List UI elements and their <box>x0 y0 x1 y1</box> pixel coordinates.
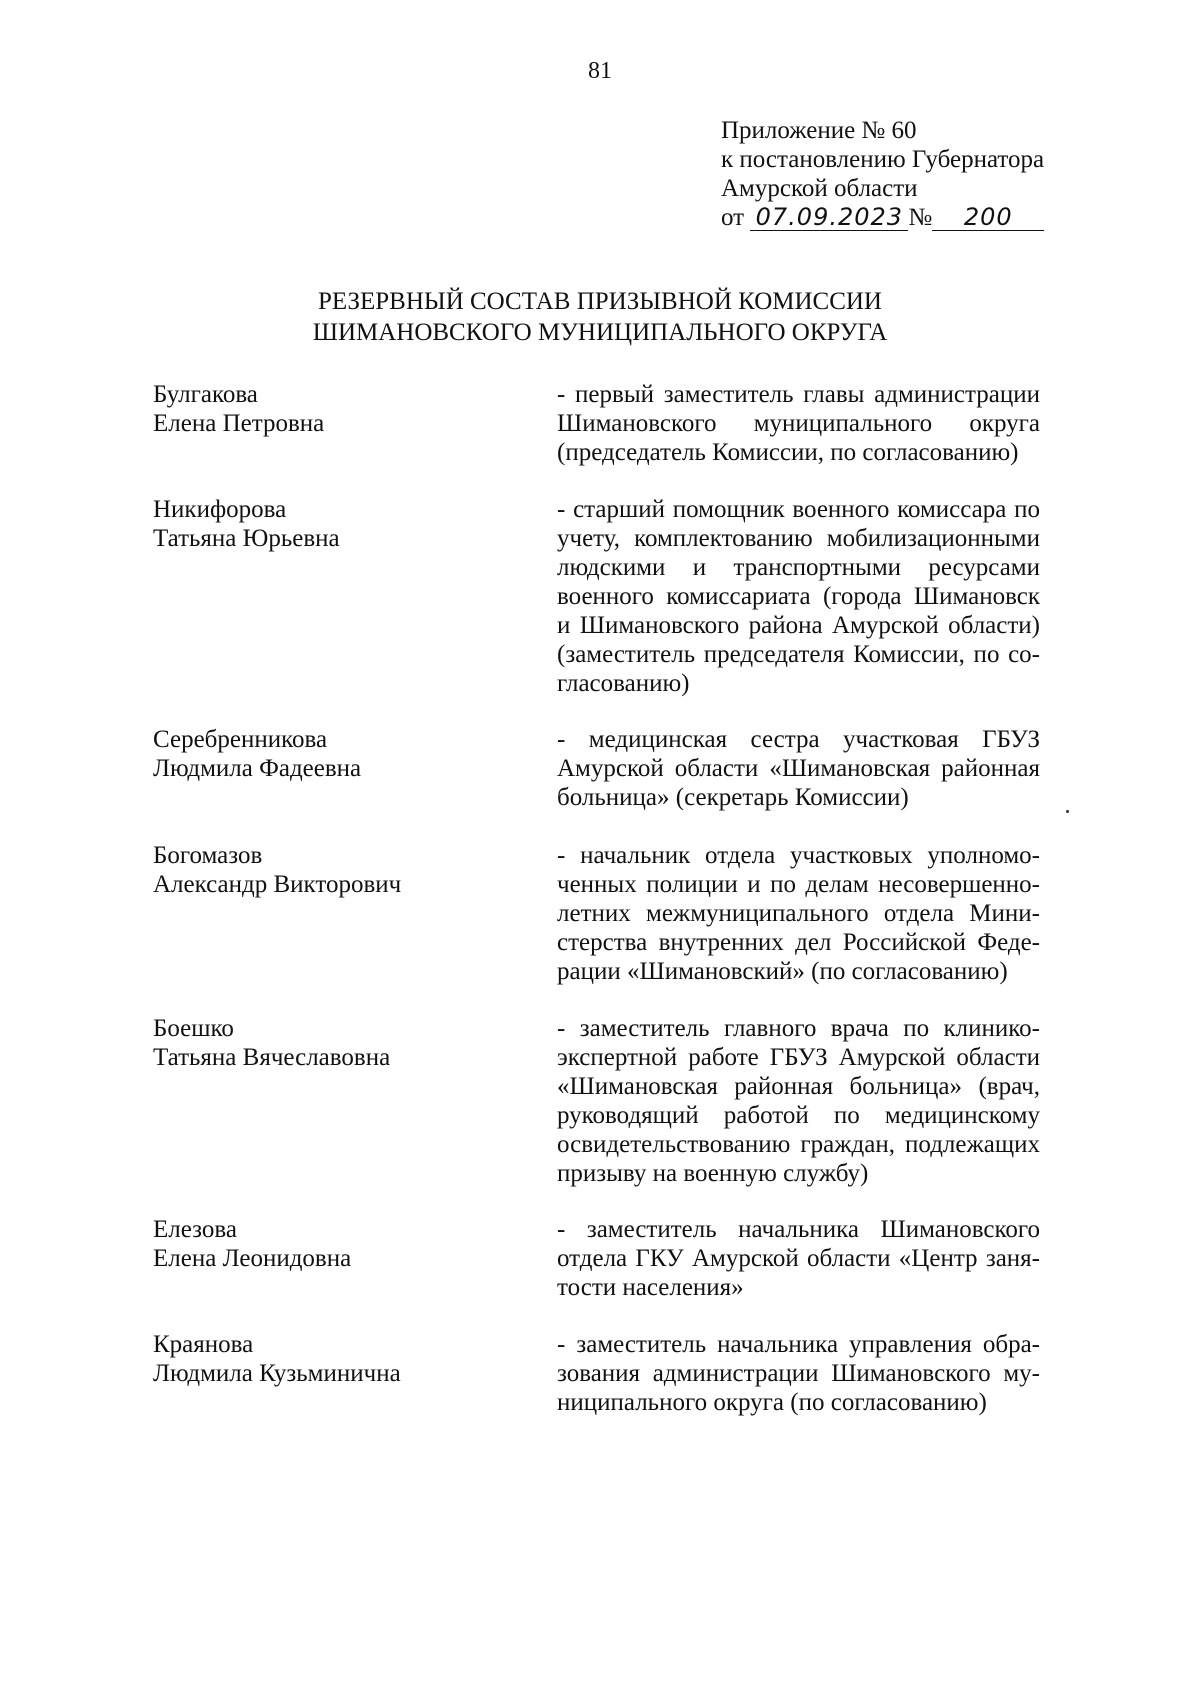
position-line: освидетельствованию граждан, подлежащих <box>557 1131 1040 1158</box>
position-line: - медицинская сестра участковая ГБУЗ <box>557 726 1040 753</box>
appendix-date-line <box>721 203 1044 232</box>
member-name <box>153 1215 533 1273</box>
position-line: ченных полиции и по делам несовершенно- <box>557 871 1040 898</box>
member-given-names: Людмила Кузьминична <box>153 1360 401 1387</box>
position-line: тости населения» <box>557 1274 744 1301</box>
position-line: - заместитель главного врача по клинико- <box>557 1015 1040 1042</box>
position-line: - старший помощник военного комиссара по <box>557 496 1040 523</box>
member-given-names: Людмила Фадеевна <box>153 755 362 782</box>
date-prefix: от <box>721 204 745 231</box>
position-line: (заместитель председателя Комиссии, по со- <box>557 641 1040 668</box>
member-name <box>153 1330 533 1388</box>
position-line: учету, комплектованию мобилизационными <box>557 525 1040 552</box>
appendix-region: Амурской области <box>721 175 918 202</box>
member-position <box>557 1330 1040 1417</box>
member-given-names: Александр Викторович <box>153 871 402 898</box>
member-name <box>153 495 533 553</box>
position-line: - заместитель начальника управления обра- <box>557 1331 1040 1358</box>
position-line: Шимановского муниципального округа <box>557 410 1040 437</box>
member-surname: Елезова <box>153 1216 237 1243</box>
position-line: экспертной работе ГБУЗ Амурской области <box>557 1044 1040 1071</box>
position-line: рации «Шимановский» (по согласованию) <box>557 958 1008 985</box>
member-surname: Краянова <box>153 1331 254 1358</box>
member-name <box>153 841 533 899</box>
page-number: 81 <box>588 58 612 84</box>
position-line: руководящий работой по медицинскому <box>557 1102 1040 1129</box>
position-line: стерства внутренних дел Российской Феде- <box>557 929 1040 956</box>
position-line: и Шимановского района Амурской области) <box>557 612 1040 639</box>
position-line: зования администрации Шимановского му- <box>557 1360 1040 1387</box>
appendix-reference: к постановлению Губернатора <box>721 146 1045 173</box>
member-name <box>153 1014 533 1072</box>
member-surname: Серебренникова <box>153 726 328 753</box>
position-line: ниципального округа (по согласованию) <box>557 1389 987 1416</box>
member-name <box>153 380 533 438</box>
handwritten-number: 200 <box>932 204 1044 231</box>
position-line: отдела ГКУ Амурской области «Центр заня- <box>557 1245 1040 1272</box>
member-name <box>153 725 533 783</box>
handwritten-date: 07.09.2023 <box>750 204 908 231</box>
position-line: - первый заместитель главы администрации <box>557 381 1040 408</box>
document-title <box>0 286 1200 348</box>
member-position <box>557 841 1040 986</box>
position-line: призыву на военную службу) <box>557 1160 869 1187</box>
member-given-names: Татьяна Юрьевна <box>153 525 340 552</box>
position-line: «Шимановская районная больница» (врач, <box>557 1073 1040 1100</box>
member-surname: Боешко <box>153 1015 234 1042</box>
position-line: Амурской области «Шимановская районная <box>557 755 1040 782</box>
position-line: военного комиссариата (города Шимановск <box>557 583 1040 610</box>
title-line-1: РЕЗЕРВНЫЙ СОСТАВ ПРИЗЫВНОЙ КОМИССИИ <box>317 288 882 315</box>
position-line: больница» (секретарь Комиссии) <box>557 784 909 811</box>
number-sign: № <box>908 204 933 231</box>
member-given-names: Татьяна Вячеславовна <box>153 1044 391 1071</box>
position-line: - заместитель начальника Шимановского <box>557 1216 1040 1243</box>
member-surname: Булгакова <box>153 381 258 408</box>
member-position <box>557 380 1040 467</box>
member-surname: Никифорова <box>153 496 287 523</box>
position-line: (председатель Комиссии, по согласованию) <box>557 439 1019 466</box>
member-position <box>557 1014 1040 1188</box>
member-given-names: Елена Леонидовна <box>153 1245 352 1272</box>
member-position <box>557 725 1040 812</box>
position-line: людскими и транспортными ресурсами <box>557 554 1040 581</box>
scan-speck <box>1066 810 1069 813</box>
member-position <box>557 495 1040 698</box>
member-given-names: Елена Петровна <box>153 410 325 437</box>
position-line: летних межмуниципального отдела Мини- <box>557 900 1040 927</box>
position-line: - начальник отдела участковых уполномо- <box>557 842 1040 869</box>
appendix-header <box>721 116 1044 232</box>
member-position <box>557 1215 1040 1302</box>
title-line-2: ШИМАНОВСКОГО МУНИЦИПАЛЬНОГО ОКРУГА <box>312 319 888 346</box>
position-line: гласованию) <box>557 670 690 697</box>
member-surname: Богомазов <box>153 842 263 869</box>
appendix-number: Приложение № 60 <box>721 117 917 144</box>
